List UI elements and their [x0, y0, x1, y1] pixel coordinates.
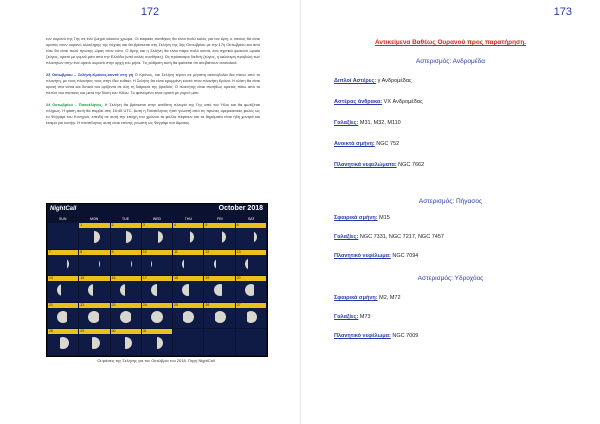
- row-label[interactable]: Πλανητικό νεφέλωμα:: [334, 253, 391, 259]
- moon-phase-icon: [214, 284, 226, 296]
- row-value: NGC 7662: [396, 162, 425, 168]
- calendar-day-number: 19: [205, 276, 210, 281]
- calendar-day-stripe: [48, 250, 78, 255]
- calendar-day-stripe: [111, 223, 141, 228]
- row-value: γ Ανδρομέδας: [376, 78, 412, 84]
- moon-phase-icon: [120, 231, 132, 243]
- calendar-day-cell: [111, 223, 141, 249]
- calendar-weekdays: [47, 216, 267, 222]
- calendar-day-cell: [48, 329, 78, 355]
- calendar-day-cell: [79, 250, 109, 276]
- calendar-day-number: 6: [236, 223, 239, 227]
- moon-phase-icon: [57, 284, 69, 296]
- calendar-day-number: 22: [80, 302, 85, 307]
- calendar-day-cell: [142, 250, 172, 276]
- calendar-day-cell: [173, 303, 203, 329]
- calendar-weekday: WED: [152, 217, 162, 221]
- calendar-day-cell: [79, 303, 109, 329]
- calendar-day-cell: [236, 303, 266, 329]
- row-label[interactable]: Σφαιρικά σμήνη:: [334, 215, 378, 221]
- calendar-day-stripe: [79, 250, 109, 255]
- row-andromeda-planetary-nebulae: [334, 162, 424, 168]
- moon-shadow: [157, 284, 163, 296]
- row-label[interactable]: Ανοικτά σμήνη:: [334, 141, 375, 147]
- calendar-day-cell: [142, 329, 172, 355]
- moon-phase-icon: [57, 311, 69, 323]
- calendar-day-number: 12: [205, 249, 210, 254]
- calendar-day-number: 13: [236, 249, 241, 254]
- moon-phase-icon: [88, 231, 100, 243]
- section-heading-pegasus: Αστερισμός: Πήγασος: [418, 198, 483, 205]
- right-page: [300, 0, 600, 424]
- row-label[interactable]: Γαλαξίες:: [334, 234, 359, 240]
- calendar-day-stripe: [79, 223, 109, 228]
- moon-shadow: [99, 311, 101, 323]
- calendar-day-cell: [48, 276, 78, 302]
- calendar-weekday: SUN: [59, 217, 67, 221]
- calendar-day-number: 25: [174, 302, 179, 307]
- row-label[interactable]: Διπλοί Αστέρες:: [334, 78, 377, 84]
- calendar-day-number: 18: [174, 276, 179, 281]
- calendar-caption: Οι φάσεις της Σελήνης για τον Οκτώβριο του 2018. Πηγή NightCall: [97, 358, 215, 363]
- calendar-day-number: 1: [80, 223, 83, 227]
- calendar-day-cell: [173, 276, 203, 302]
- calendar-day-stripe: [142, 223, 172, 228]
- row-value: VX Ανδρομέδας: [382, 99, 423, 105]
- paragraph-3: [46, 102, 260, 126]
- moon-phase-icon: [214, 258, 226, 270]
- calendar-day-number: 28: [49, 329, 53, 334]
- section-heading-aquarius: Αστερισμός: Υδροχόος: [417, 275, 484, 282]
- moon-phase-calendar: [46, 203, 268, 357]
- calendar-day-number: 17: [142, 276, 147, 281]
- calendar-weekday: SAT: [247, 217, 255, 221]
- moon-phase-icon: [88, 337, 100, 349]
- row-andromeda-open-clusters: [334, 141, 399, 147]
- row-aquarius-planetary-nebula: [334, 333, 418, 339]
- moon-phase-icon: [245, 284, 257, 296]
- calendar-day-cell: [111, 276, 141, 302]
- moon-shadow: [248, 258, 257, 270]
- moon-phase-icon: [120, 258, 132, 270]
- moon-phase-icon: [57, 258, 69, 270]
- calendar-day-number: 20: [236, 276, 241, 281]
- moon-shadow: [88, 231, 93, 243]
- moon-phase-icon: [182, 231, 194, 243]
- calendar-day-stripe: [111, 250, 141, 255]
- calendar-day-cell: [142, 303, 172, 329]
- paragraph-1-text: τον ουρανό της Γης σε ένα ζωηρό κόκκινο χρώμα. Οι καιρικές συνθήκες θα είναι πολύ καλές για τον Αρη, ο οποίος θα είναι ορατός στον ουρανό ολόκληρης της νύχτας και θα βρίσκεται στη Σελήνη της 3ης Οκτωβρίου με την 17η Οκτωβρίου και από τότε θα είναι πολύ πρώτης ώρας στον νότο. Ο Αρης και η Σελήνη θα είναι πάρα πολύ κοντά, ένα σχετικά φωτεινό ωραίο ζεύγος, ορατό με γυμνό μάτι από την Ελλάδα (υπό καλές συνθήκες). Ως πρόσκαιρο διεθνή ζεύγος, η καλύτερη προβολή των πλανητών στην ένα ορατό ουρανό στην αρχή του μήνα. Τις ρύθμιση αυτή θα φαίνεται ότι ανεβαίνουν ανατολικά.: [46, 36, 260, 65]
- row-value: M31, M32, M110: [358, 120, 401, 126]
- row-andromeda-carbon-star: [334, 99, 423, 105]
- row-value: NGC 7009: [390, 333, 419, 339]
- moon-shadow: [151, 337, 157, 349]
- row-value: M73: [358, 314, 371, 320]
- moon-shadow: [93, 284, 100, 296]
- moon-shadow: [151, 231, 158, 243]
- moon-shadow: [125, 284, 132, 296]
- calendar-day-cell: [142, 223, 172, 249]
- moon-shadow: [57, 337, 60, 349]
- calendar-logo: NightCall: [50, 206, 77, 212]
- moon-shadow: [245, 231, 254, 243]
- moon-phase-icon: [151, 258, 163, 270]
- moon-shadow: [254, 284, 257, 296]
- row-andromeda-galaxies: [334, 120, 401, 126]
- row-pegasus-globular: [334, 215, 390, 221]
- section-heading-andromeda: Αστερισμός: Ανδρομέδα: [415, 58, 486, 65]
- moon-phase-icon: [182, 311, 194, 323]
- page-number-left: 172: [140, 6, 160, 18]
- moon-phase-icon: [88, 311, 100, 323]
- calendar-day-number: 2: [111, 223, 114, 227]
- moon-shadow: [182, 311, 183, 323]
- moon-phase-icon: [182, 258, 194, 270]
- calendar-title: October 2018: [218, 205, 263, 212]
- calendar-day-number: 30: [111, 329, 116, 334]
- moon-shadow: [131, 311, 132, 323]
- row-value: NGC 7331, NGC 7217, NGC 7457: [358, 234, 444, 240]
- row-pegasus-galaxies: [334, 234, 444, 240]
- row-label[interactable]: Πλανητικά νεφελώματα:: [334, 162, 397, 168]
- row-andromeda-double-stars: [334, 78, 412, 84]
- moon-shadow: [120, 337, 125, 349]
- calendar-day-number: 8: [80, 249, 83, 254]
- row-label[interactable]: Αστέρας άνθρακα:: [334, 99, 383, 105]
- calendar-weekday: FRI: [217, 217, 223, 221]
- calendar-day-number: 14: [49, 276, 53, 281]
- calendar-day-number: 4: [174, 223, 177, 227]
- row-label[interactable]: Γαλαξίες:: [334, 314, 359, 320]
- calendar-day-number: 15: [80, 276, 85, 281]
- calendar-grid: [48, 223, 266, 355]
- moon-phase-icon: [120, 284, 132, 296]
- calendar-day-cell: [204, 329, 234, 355]
- calendar-day-cell: [204, 223, 234, 249]
- calendar-day-cell: [204, 303, 234, 329]
- calendar-day-cell: [173, 250, 203, 276]
- calendar-day-number: 10: [142, 249, 147, 254]
- moon-phase-icon: [120, 337, 132, 349]
- row-value: NGC 7094: [390, 253, 419, 259]
- moon-phase-icon: [88, 258, 100, 270]
- paragraph-3-text: Η Σελήνη θα βρίσκεται στην αντίθετη πλευρά της Γης από τον Ήλιο και θα φωτίζεται πλήρως. Η φάση αυτή θα συμβεί στις 16:45 UTC. Αυτή η Πανσέληνος ήταν γνωστή από τις πρώτες αμερικανικές φυλές ως το Φεγγάρι του Κυνηγού, επειδή σε αυτή την εποχή του χρόνου τα φύλλα πέφτουν και τα θηράματα είναι ήδη χοντρά και έτοιμα για κυνήγι. Η πανσέληνος αυτή είναι επίσης γνωστή ως Φεγγάρι του Αίματος.: [46, 102, 260, 125]
- calendar-day-number: 31: [142, 329, 147, 334]
- calendar-day-cell: [48, 250, 78, 276]
- calendar-day-cell: [48, 303, 78, 329]
- row-value: M2, M72: [377, 295, 401, 301]
- row-aquarius-galaxies: [334, 314, 371, 320]
- moon-phase-icon: [245, 258, 257, 270]
- moon-shadow: [182, 231, 190, 243]
- calendar-weekday: TUE: [122, 217, 130, 221]
- moon-phase-icon: [245, 311, 257, 323]
- calendar-day-stripe: [173, 223, 203, 228]
- page-number-right: 173: [553, 6, 572, 18]
- calendar-day-number: 23: [111, 302, 116, 307]
- calendar-day-cell: [204, 276, 234, 302]
- moon-shadow: [214, 311, 216, 323]
- calendar-day-stripe: [236, 223, 266, 228]
- calendar-weekday: MON: [90, 217, 99, 221]
- row-label[interactable]: Σφαιρικά σμήνη:: [334, 295, 378, 301]
- paragraph-3-lead: 24 Οκτωβρίου – Πανσέληνος.: [46, 102, 103, 107]
- calendar-day-cell: [142, 276, 172, 302]
- moon-shadow: [88, 258, 99, 270]
- moon-shadow: [120, 258, 132, 270]
- calendar-day-number: 9: [111, 249, 114, 254]
- row-value: M15: [377, 215, 390, 221]
- body-text: [46, 36, 260, 130]
- moon-phase-icon: [214, 231, 226, 243]
- calendar-day-cell: [79, 223, 109, 249]
- moon-phase-icon: [151, 337, 163, 349]
- moon-shadow: [152, 258, 163, 270]
- calendar-day-number: 7: [49, 249, 51, 254]
- moon-shadow: [245, 311, 247, 323]
- moon-shadow: [61, 284, 69, 296]
- moon-phase-icon: [151, 284, 163, 296]
- calendar-day-cell: [173, 329, 203, 355]
- paragraph-2-text: Ο Κρόνος, και Σελήνη τέμνει σε μέγιστη ακτινοβολία δια πάνω από το πλανήτη, με τους πλανήτες τους στην ίδια ευθεία. Η Σελήνη θα είναι κρυμμένη κοντά στον πλανήτη Κρόνο. Η κλίση θα είναι ορατή στα νότια και δυτικά του ορίζοντα σε όλη τη διάρκεια της βραδιάς. Ο πλανήτης είναι συνήθως ορατός πίσω από το πέπλο του σκότους και μετά την δύση του Ηλίου. Το φαινόμενο είναι ορατό με γυμνό μάτι.: [46, 72, 260, 95]
- moon-shadow: [67, 311, 69, 323]
- calendar-day-cell: [204, 250, 234, 276]
- calendar-day-number: 21: [49, 302, 53, 307]
- calendar-day-cell: [111, 303, 141, 329]
- calendar-day-number: 27: [236, 302, 241, 307]
- moon-phase-icon: [151, 311, 163, 323]
- moon-phase-icon: [57, 337, 69, 349]
- moon-shadow: [214, 231, 223, 243]
- calendar-day-cell: [79, 276, 109, 302]
- row-label[interactable]: Πλανητικό νεφέλωμα:: [334, 333, 391, 339]
- calendar-day-number: 24: [142, 302, 147, 307]
- calendar-day-cell: [236, 276, 266, 302]
- moon-shadow: [222, 284, 226, 296]
- moon-shadow: [184, 258, 195, 270]
- moon-shadow: [189, 284, 194, 296]
- calendar-day-cell: [173, 223, 203, 249]
- calendar-day-cell: [111, 329, 141, 355]
- moon-phase-icon: [214, 311, 226, 323]
- moon-phase-icon: [182, 284, 194, 296]
- moon-phase-icon: [88, 284, 100, 296]
- moon-shadow: [120, 231, 126, 243]
- calendar-day-cell: [236, 250, 266, 276]
- moon-shadow: [57, 258, 67, 270]
- moon-shadow: [88, 337, 92, 349]
- calendar-day-number: 5: [205, 223, 208, 227]
- row-pegasus-planetary-nebula: [334, 253, 418, 259]
- calendar-day-stripe: [204, 223, 234, 228]
- calendar-day-number: 29: [80, 329, 85, 334]
- row-value: NGC 752: [374, 141, 400, 147]
- moon-shadow: [216, 258, 226, 270]
- calendar-day-cell: [48, 223, 78, 249]
- calendar-day-cell: [236, 329, 266, 355]
- calendar-header: [47, 204, 267, 216]
- row-label[interactable]: Γαλαξίες:: [334, 120, 359, 126]
- moon-phase-icon: [245, 231, 257, 243]
- calendar-day-number: 26: [205, 302, 210, 307]
- moon-phase-icon: [151, 231, 163, 243]
- calendar-day-number: 3: [142, 223, 145, 227]
- paragraph-2-lead: 23 Οκτωβρίου – Σελήνη-Κρόνος-κοντά στη γη: [46, 72, 134, 77]
- paragraph-1: [46, 36, 260, 66]
- calendar-day-number: 16: [111, 276, 116, 281]
- calendar-day-number: 11: [174, 249, 178, 254]
- row-aquarius-globular: [334, 295, 401, 301]
- calendar-day-cell: [111, 250, 141, 276]
- calendar-weekday: THU: [184, 217, 192, 221]
- moon-phase-icon: [120, 311, 132, 323]
- calendar-day-cell: [79, 329, 109, 355]
- paragraph-2: [46, 72, 260, 96]
- calendar-day-cell: [236, 223, 266, 249]
- page-title: Αντικείμενα Βαθέως Ουρανού προς παρατήρηση.: [374, 39, 527, 46]
